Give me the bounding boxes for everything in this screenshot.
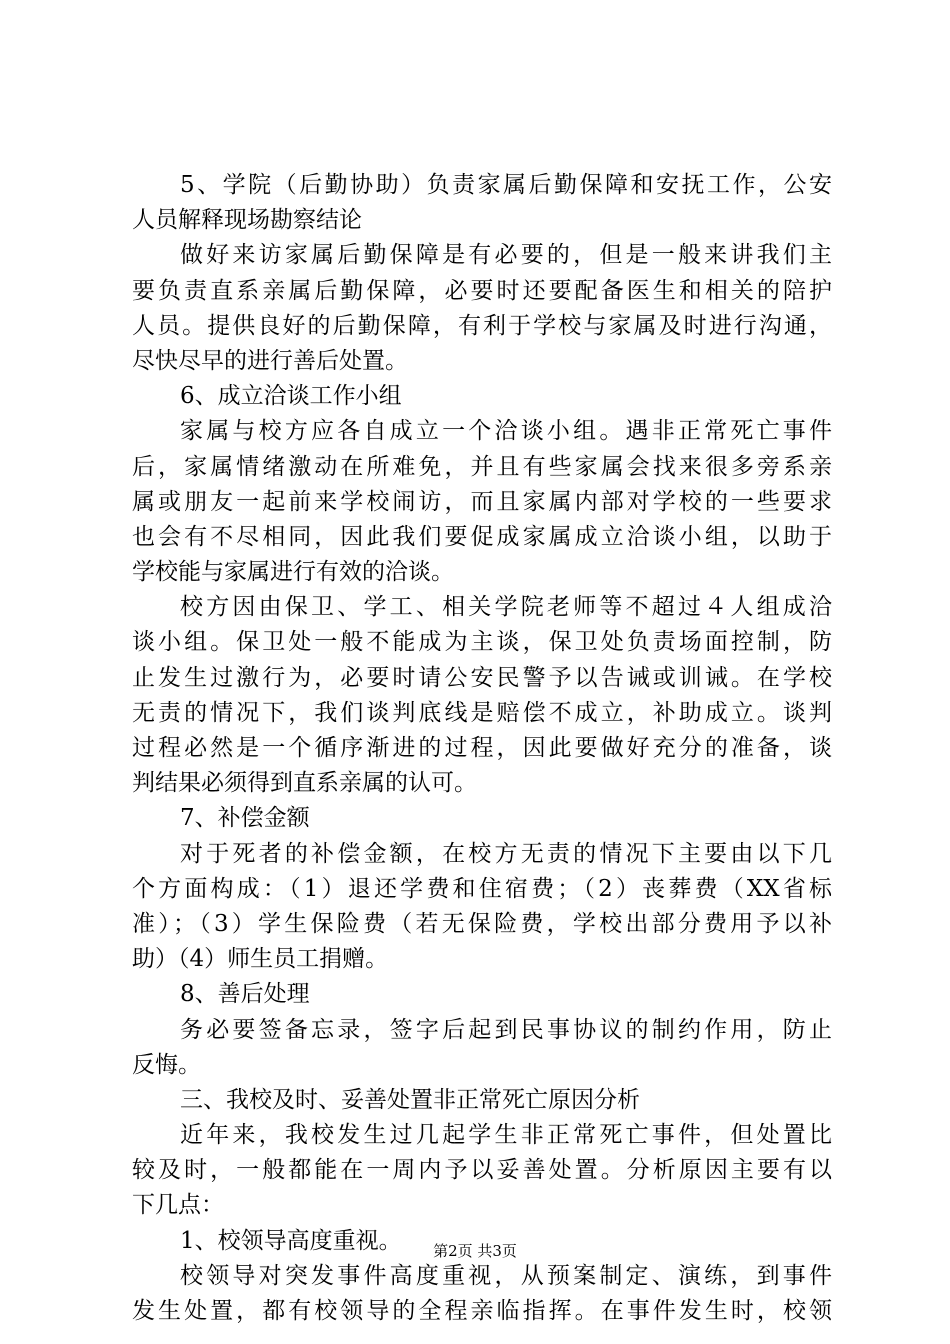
text-line: 校领导对突发事件高度重视，从预案制定、演练，到事件 bbox=[180, 1262, 832, 1289]
text-line: 务必要签备忘录，签字后起到民事协议的制约作用，防止 bbox=[180, 1016, 832, 1043]
text-line: 谈小组。保卫处一般不能成为主谈，保卫处负责场面控制，防 bbox=[132, 629, 832, 656]
text-line: 三、我校及时、妥善处置非正常死亡原因分析 bbox=[180, 1086, 640, 1113]
document-body bbox=[132, 168, 832, 1329]
text-line: 6、成立洽谈工作小组 bbox=[180, 383, 402, 410]
text-line: 做好来访家属后勤保障是有必要的，但是一般来讲我们主 bbox=[180, 242, 832, 269]
page-footer: 第2页 共3页 bbox=[433, 1242, 517, 1260]
text-line: 属或朋友一起前来学校闹访，而且家属内部对学校的一些要求 bbox=[132, 488, 832, 515]
text-line: 校方因由保卫、学工、相关学院老师等不超过４人组成洽 bbox=[180, 594, 832, 621]
text-line: 近年来，我校发生过几起学生非正常死亡事件，但处置比 bbox=[180, 1122, 832, 1149]
text-line: 准）；（3）学生保险费（若无保险费，学校出部分费用予以补 bbox=[132, 910, 832, 937]
text-line: 1、校领导高度重视。 bbox=[180, 1227, 402, 1254]
text-line: 无责的情况下，我们谈判底线是赔偿不成立，补助成立。谈判 bbox=[132, 699, 832, 726]
text-line: 下几点： bbox=[132, 1192, 224, 1219]
text-line: 后，家属情绪激动在所难免，并且有些家属会找来很多旁系亲 bbox=[132, 453, 832, 480]
text-line: 人员。提供良好的后勤保障，有利于学校与家属及时进行沟通， bbox=[132, 312, 832, 339]
text-line: 发生处置，都有校领导的全程亲临指挥。在事件发生时，校领 bbox=[132, 1298, 832, 1324]
text-line: 也会有不尽相同，因此我们要促成家属成立洽谈小组，以助于 bbox=[132, 523, 832, 550]
text-line: 反悔。 bbox=[132, 1051, 201, 1078]
text-line: 7、补偿金额 bbox=[180, 805, 310, 832]
text-line: 要负责直系亲属后勤保障，必要时还要配备医生和相关的陪护 bbox=[132, 277, 832, 304]
text-line: 止发生过激行为，必要时请公安民警予以告诫或训诫。在学校 bbox=[132, 664, 832, 691]
text-line: 助）（4）师生员工捐赠。 bbox=[132, 946, 389, 973]
text-line: 对于死者的补偿金额，在校方无责的情况下主要由以下几 bbox=[180, 840, 832, 867]
text-line: 较及时，一般都能在一周内予以妥善处置。分析原因主要有以 bbox=[132, 1157, 832, 1184]
text-line: 家属与校方应各自成立一个洽谈小组。遇非正常死亡事件 bbox=[180, 418, 832, 445]
text-line: 过程必然是一个循序渐进的过程，因此要做好充分的准备，谈 bbox=[132, 735, 832, 761]
text-line: 判结果必须得到直系亲属的认可。 bbox=[132, 770, 477, 797]
text-line: 尽快尽早的进行善后处置。 bbox=[132, 347, 408, 374]
text-line: 个方面构成：（1）退还学费和住宿费；（2）丧葬费（XX省标 bbox=[132, 875, 832, 902]
text-line: 5、学院（后勤协助）负责家属后勤保障和安抚工作，公安 bbox=[180, 172, 832, 198]
text-line: 8、善后处理 bbox=[180, 981, 310, 1008]
text-line: 学校能与家属进行有效的洽谈。 bbox=[132, 559, 454, 586]
text-line: 人员解释现场勘察结论 bbox=[132, 207, 362, 234]
